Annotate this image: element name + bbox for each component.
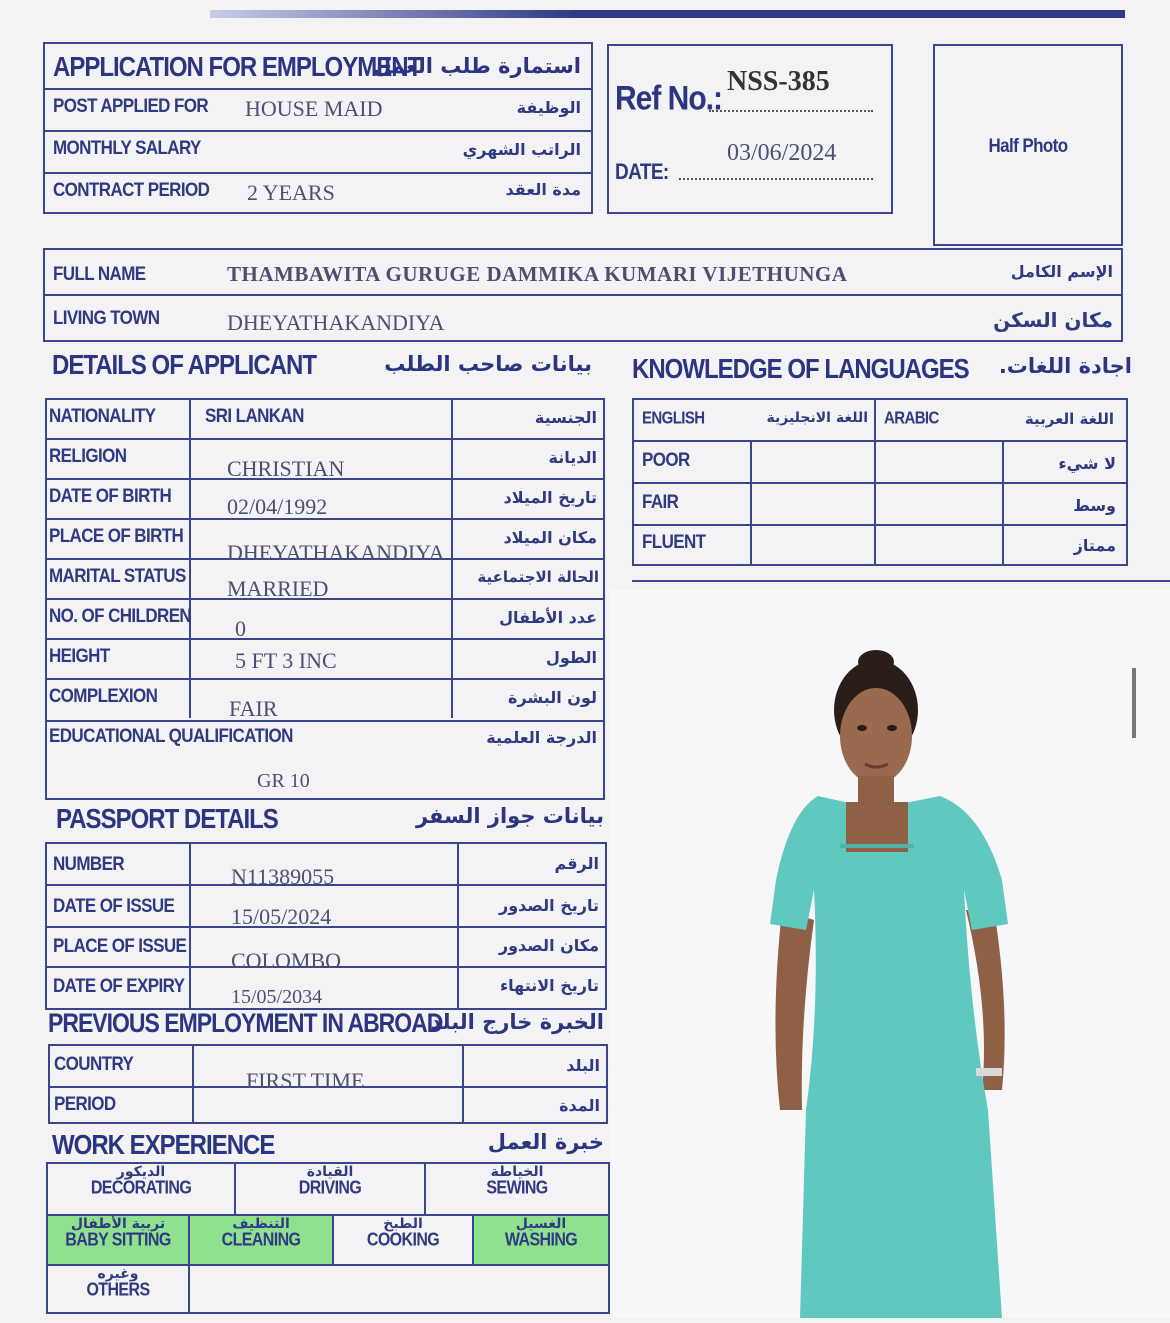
level-fair-ar: وسط bbox=[1073, 496, 1116, 515]
full-name-label: FULL NAME bbox=[53, 262, 146, 285]
children-value: 0 bbox=[235, 616, 246, 641]
living-town-label: LIVING TOWN bbox=[53, 306, 160, 329]
nationality-value: SRI LANKAN bbox=[205, 404, 304, 427]
issue-date-value: 15/05/2024 bbox=[231, 904, 332, 929]
dob-value: 02/04/1992 bbox=[227, 494, 328, 519]
children-ar: عدد الأطفال bbox=[499, 608, 597, 627]
country-ar: البلد bbox=[566, 1056, 600, 1075]
date-label: DATE: bbox=[615, 160, 669, 185]
personal-box bbox=[43, 248, 1123, 342]
level-fluent: FLUENT bbox=[642, 530, 706, 553]
complexion-ar: لون البشرة bbox=[508, 688, 597, 707]
complexion-value: FAIR bbox=[229, 696, 278, 721]
pob-label: PLACE OF BIRTH bbox=[49, 524, 184, 547]
skill-decorating: الديكور DECORATING bbox=[48, 1164, 236, 1214]
details-heading: DETAILS OF APPLICANT bbox=[52, 349, 316, 381]
skill-cooking: الطبخ COOKING bbox=[334, 1216, 474, 1264]
skill-sewing: الخياطة SEWING bbox=[486, 1164, 548, 1199]
complexion-label: COMPLEXION bbox=[49, 684, 158, 707]
full-name-value: THAMBAWITA GURUGE DAMMIKA KUMARI VIJETHUNGA bbox=[227, 262, 848, 286]
country-value: FIRST TIME bbox=[246, 1068, 365, 1093]
expiry-date-label: DATE OF EXPIRY bbox=[53, 974, 185, 997]
education-ar: الدرجة العلمية bbox=[486, 728, 597, 747]
date-value: 03/06/2024 bbox=[727, 140, 837, 166]
period-label: PERIOD bbox=[54, 1092, 116, 1115]
level-poor-ar: لا شيء bbox=[1058, 454, 1116, 473]
dob-ar: تاريخ الميلاد bbox=[503, 488, 597, 507]
application-title: APPLICATION FOR EMPLOYMENT bbox=[53, 51, 422, 83]
skill-baby-sitting: تربية الأطفال BABY SITTING bbox=[48, 1216, 190, 1264]
issue-place-label: PLACE OF ISSUE bbox=[53, 934, 187, 957]
application-box bbox=[43, 42, 593, 214]
passport-number-value: N11389055 bbox=[231, 864, 335, 889]
post-applied-ar: الوظيفة bbox=[516, 98, 581, 117]
skill-cleaning: التنظيف CLEANING bbox=[190, 1216, 334, 1264]
arabic-header-ar: اللغة العربية bbox=[1024, 410, 1114, 428]
issue-date-ar: تاريخ الصدور bbox=[499, 896, 599, 915]
applicant-photo bbox=[610, 590, 1170, 1318]
half-photo-box bbox=[933, 44, 1123, 246]
religion-label: RELIGION bbox=[49, 444, 127, 467]
contract-period-value: 2 YEARS bbox=[247, 180, 335, 205]
languages-underline bbox=[632, 580, 1170, 582]
monthly-salary-label: MONTHLY SALARY bbox=[53, 136, 201, 159]
religion-value: CHRISTIAN bbox=[227, 456, 345, 481]
work-heading-ar: خبرة العمل bbox=[487, 1130, 604, 1154]
monthly-salary-ar: الراتب الشهري bbox=[462, 140, 581, 159]
details-heading-ar: بيانات صاحب الطلب bbox=[384, 352, 592, 376]
passport-heading: PASSPORT DETAILS bbox=[56, 803, 278, 835]
ref-label: Ref No.: bbox=[615, 79, 722, 118]
height-label: HEIGHT bbox=[49, 644, 110, 667]
contract-period-label: CONTRACT PERIOD bbox=[53, 178, 210, 201]
children-label: NO. OF CHILDREN bbox=[49, 604, 192, 627]
ref-number: NSS-385 bbox=[727, 66, 830, 97]
expiry-date-value: 15/05/2034 bbox=[231, 986, 323, 1008]
skill-washing: الغسيل WASHING bbox=[474, 1216, 608, 1264]
top-rule bbox=[210, 10, 1125, 18]
previous-heading-ar: الخبرة خارج البلد bbox=[430, 1010, 604, 1034]
arabic-header: ARABIC bbox=[884, 408, 939, 429]
contract-period-ar: مدة العقد bbox=[505, 180, 581, 199]
marital-ar: الحالة الاجتماعية bbox=[477, 568, 599, 586]
work-heading: WORK EXPERIENCE bbox=[52, 1129, 275, 1161]
period-ar: المدة bbox=[559, 1096, 600, 1115]
country-label: COUNTRY bbox=[54, 1052, 134, 1075]
passport-number-ar: الرقم bbox=[554, 854, 599, 873]
pob-ar: مكان الميلاد bbox=[503, 528, 597, 547]
previous-heading: PREVIOUS EMPLOYMENT IN ABROAD bbox=[48, 1007, 443, 1038]
level-fair: FAIR bbox=[642, 490, 679, 513]
height-ar: الطول bbox=[546, 648, 597, 667]
languages-table bbox=[632, 398, 1128, 566]
previous-table bbox=[48, 1044, 608, 1124]
skill-driving: القيادة DRIVING bbox=[236, 1164, 426, 1214]
education-label: EDUCATIONAL QUALIFICATION bbox=[49, 724, 293, 747]
ref-box bbox=[607, 44, 893, 214]
post-applied-value: HOUSE MAID bbox=[245, 96, 383, 121]
nationality-label: NATIONALITY bbox=[49, 404, 156, 427]
languages-heading-ar: اجادة اللغات. bbox=[998, 354, 1132, 378]
issue-date-label: DATE OF ISSUE bbox=[53, 894, 175, 917]
nationality-ar: الجنسية bbox=[534, 408, 597, 427]
english-header: ENGLISH bbox=[642, 408, 705, 429]
living-town-value: DHEYATHAKANDIYA bbox=[227, 310, 445, 335]
applicant-table bbox=[45, 398, 605, 800]
marital-label: MARITAL STATUS bbox=[49, 564, 186, 587]
marital-value: MARRIED bbox=[227, 576, 329, 601]
passport-table bbox=[45, 842, 607, 1010]
level-fluent-ar: ممتاز bbox=[1073, 536, 1116, 555]
issue-place-ar: مكان الصدور bbox=[498, 936, 599, 955]
religion-ar: الديانة bbox=[548, 448, 597, 467]
education-value: GR 10 bbox=[257, 770, 310, 792]
application-title-ar: استمارة طلب العمل bbox=[373, 54, 581, 78]
post-applied-label: POST APPLIED FOR bbox=[53, 94, 209, 117]
issue-place-value: COLOMBO bbox=[231, 948, 342, 973]
languages-heading: KNOWLEDGE OF LANGUAGES bbox=[632, 353, 969, 385]
passport-heading-ar: بيانات جواز السفر bbox=[415, 804, 604, 828]
full-name-ar: الإسم الكامل bbox=[1010, 262, 1113, 281]
work-table bbox=[46, 1162, 610, 1314]
english-header-ar: اللغة الانجليزية bbox=[766, 410, 868, 426]
height-value: 5 FT 3 INC bbox=[235, 648, 337, 673]
pob-value: DHEYATHAKANDIYA bbox=[227, 540, 445, 565]
living-town-ar: مكان السكن bbox=[993, 308, 1113, 332]
dob-label: DATE OF BIRTH bbox=[49, 484, 172, 507]
skill-others: وغيره OTHERS bbox=[48, 1266, 190, 1312]
applicant-figure bbox=[610, 590, 1170, 1318]
level-poor: POOR bbox=[642, 448, 690, 471]
expiry-date-ar: تاريخ الانتهاء bbox=[499, 976, 599, 995]
half-photo-label: Half Photo bbox=[988, 134, 1068, 157]
passport-number-label: NUMBER bbox=[53, 852, 125, 875]
